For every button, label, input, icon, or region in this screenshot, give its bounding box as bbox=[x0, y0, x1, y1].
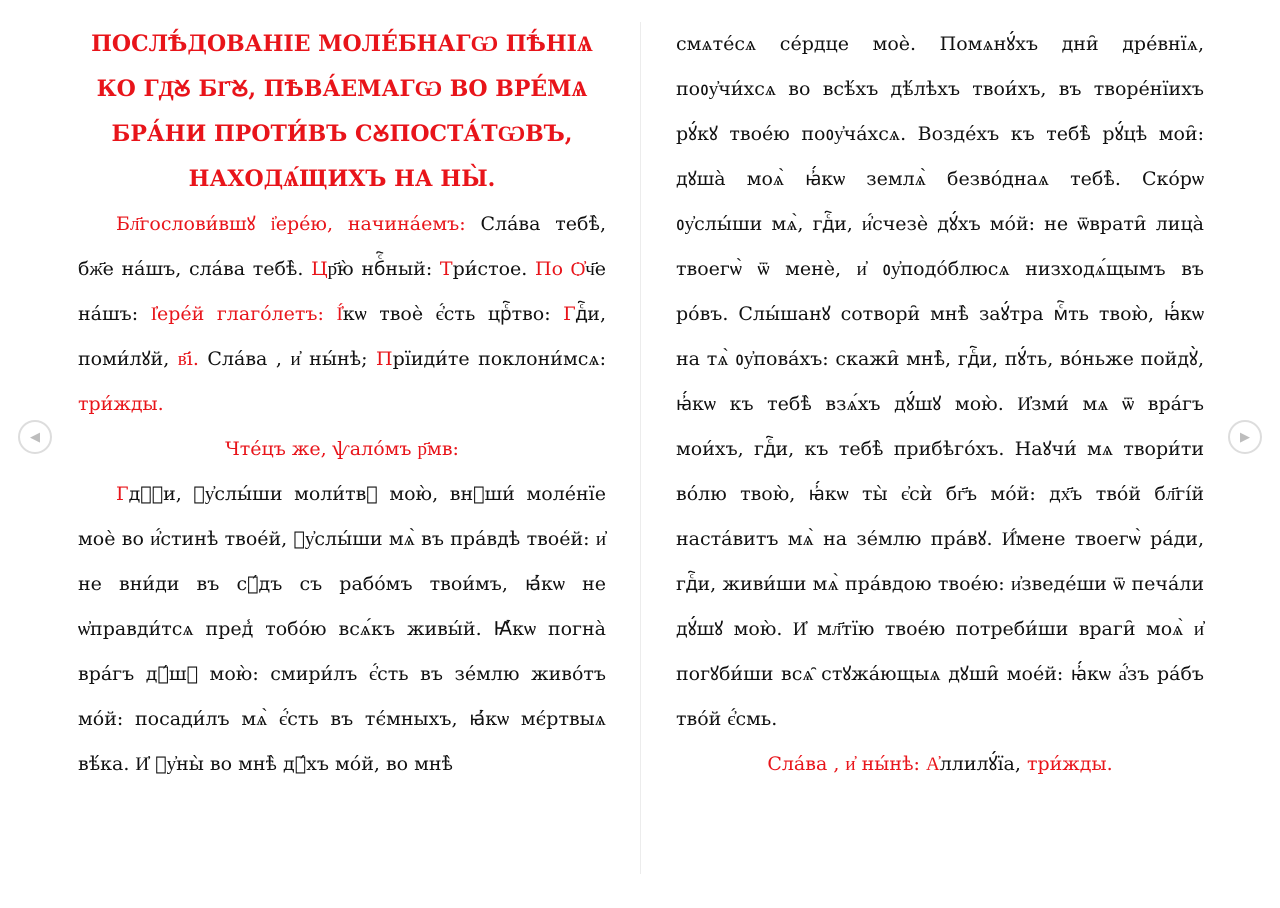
closing-text: ллилꙋ́їа, bbox=[939, 753, 1027, 775]
prayer-text: ри́стое. bbox=[452, 258, 535, 280]
psalm-continuation: смѧте́сѧ се́рдце моѐ. Помѧнꙋ́хъ дни̑ дре́внїѧ, поᲂу҆чи́хсѧ во всѣ́хъ дѣ́лѣхъ твои́хъ, въ творе́нїихъ рꙋ́кꙋ твое́ю поᲂу҆ча́хсѧ. Возде́хъ къ тебѣ̀ рꙋ́цѣ мои̑: дꙋша̀ моѧ̀ ꙗ҆́кѡ землѧ̀ безво́днаѧ тебѣ̀. Ско́рѡ ᲂу҆слы́ши мѧ̀, гдⷭ҇и, и҆́счезѐ дꙋ́хъ мо́й: не ѿврати̑ лица̀ твоегѡ̀ ѿ менѐ, и҆ ᲂу҆подо́блюсѧ низходѧ́щымъ въ ро́въ. Слы́шанꙋ сотвори̑ мнѣ̀ заꙋ́тра мⷭ҇ть твою̀, ꙗ҆́кѡ на тѧ̀ ᲂу҆пова́хъ: скажи̑ мнѣ̀, гдⷭ҇и, пꙋ́ть, во́ньже пойдꙋ̀, ꙗ҆́кѡ къ тебѣ̀ взѧ́хъ дꙋ́шꙋ мою̀. И҆зми́ мѧ ѿ вра́гъ мои́хъ, гдⷭ҇и, къ тебѣ̀ прибѣго́хъ. Наꙋчи́ мѧ твори́ти во́лю твою̀, ꙗ҆́кѡ ты̀ є҆сѝ бг҃ъ мо́й: дх҃ъ тво́й бл҃гі́й наста́витъ мѧ̀ на зе́млю пра́вꙋ. И҆́мене твоегѡ̀ ра́ди, гдⷭ҇и, живи́ши мѧ̀ пра́вдою твое́ю: и҆зведе́ши ѿ печа́ли дꙋ́шꙋ мою̀. И҆ мл҃тїю твое́ю потреби́ши враги̑ моѧ̀ и҆ погꙋби́ши всѧ̑ стꙋжа́ющыѧ дꙋши̑ мое́й: ꙗ҆́кѡ а҆́зъ ра́бъ тво́й є҆́смь. bbox=[676, 33, 1204, 730]
rubric-initial: По Ѻ҆ bbox=[535, 258, 586, 280]
rubric-text: три́жды. bbox=[1026, 753, 1113, 775]
previous-page-button[interactable] bbox=[18, 420, 52, 454]
prayer-text: дⷭ҇и, поми́лꙋй, bbox=[78, 303, 607, 370]
psalm-text: дⷭ҇и, ᲂу҆слы́ши моли́твꙋ мою̀, внꙋши́ моле́нїе моѐ во и҆́стинѣ твое́й, ᲂу҆слы́ши мѧ̀ въ пра́вдѣ твое́й: и҆ не вни́ди въ сꙋ́дъ съ рабо́мъ твои́мъ, ꙗ҆́кѡ не ѡ҆правди́тсѧ пред̾ тобо́ю всѧ́къ живы́й. Ꙗ҆́кѡ погна̀ вра́гъ дꙋ́шꙋ мою̀: смири́лъ є҆́сть въ зе́млю живо́тъ мо́й: посади́лъ мѧ̀ є҆́сть въ тє́мныхъ, ꙗ҆́кѡ мє́ртвыѧ вѣ́ка. И҆ ᲂу҆ны̀ во мнѣ̀ дꙋ́хъ мо́й, во мнѣ̀ bbox=[78, 483, 606, 775]
opening-rubric-paragraph bbox=[78, 202, 606, 427]
rubric-text: в҃і. bbox=[177, 348, 199, 370]
prayer-text: рїиди́те поклони́мсѧ: bbox=[392, 348, 606, 370]
prayer-text: Сла́ва , и҆ ны́нѣ; bbox=[198, 348, 376, 370]
chevron-right-icon: ▶ bbox=[1240, 429, 1250, 445]
rubric-text: Бл҃гослови́вшꙋ і҆ере́ю, начина́емъ: bbox=[116, 213, 466, 235]
closing-rubric bbox=[676, 742, 1204, 787]
rubric-initial: Г bbox=[116, 483, 129, 505]
right-page bbox=[676, 22, 1204, 787]
psalm-heading: Чте́цъ же, ѱало́мъ р҃мв: bbox=[225, 438, 459, 460]
left-page bbox=[78, 22, 606, 787]
rubric-text: три́жды. bbox=[78, 393, 164, 415]
rubric-initial: П bbox=[376, 348, 393, 370]
prayer-text: Сла́ва тебѣ̀, бж҃е на́шъ, сла́ва тебѣ̀. bbox=[78, 213, 606, 280]
rubric-initial: Г bbox=[563, 303, 576, 325]
chevron-left-icon: ◀ bbox=[30, 429, 40, 445]
prayer-text: р҃ю̀ нбⷭ҇ный: bbox=[327, 258, 440, 280]
rubric-initial: Ц bbox=[311, 258, 328, 280]
next-page-button[interactable] bbox=[1228, 420, 1262, 454]
psalm-paragraph bbox=[78, 472, 606, 787]
rubric-text: І҆ере́й глаго́летъ: І҆ bbox=[150, 303, 343, 325]
prayer-text: ч҃е на́шъ: bbox=[78, 258, 606, 325]
prayer-text: ́кѡ твоѐ є҆́сть црⷭ҇тво: bbox=[342, 303, 564, 325]
rubric-initial: Т bbox=[439, 258, 453, 280]
page-title: ПОСЛѢ́ДОВАНІЕ МОЛЕ́БНАГѠ ПѢ́НІѦ КО ГД҇Ꙋ БГ҇Ꙋ, ПѢВА́ЕМАГѠ ВО ВРЕ́МѦ БРА́НИ ПРОТИ́ВЪ СꙊПОСТА́ТѠВЪ, НАХОДѦ́ЩИХЪ НА НЫ̀. bbox=[91, 31, 593, 192]
rubric-text: Сла́ва , и҆ ны́нѣ: А҆ bbox=[767, 753, 940, 775]
page-divider bbox=[640, 22, 641, 874]
